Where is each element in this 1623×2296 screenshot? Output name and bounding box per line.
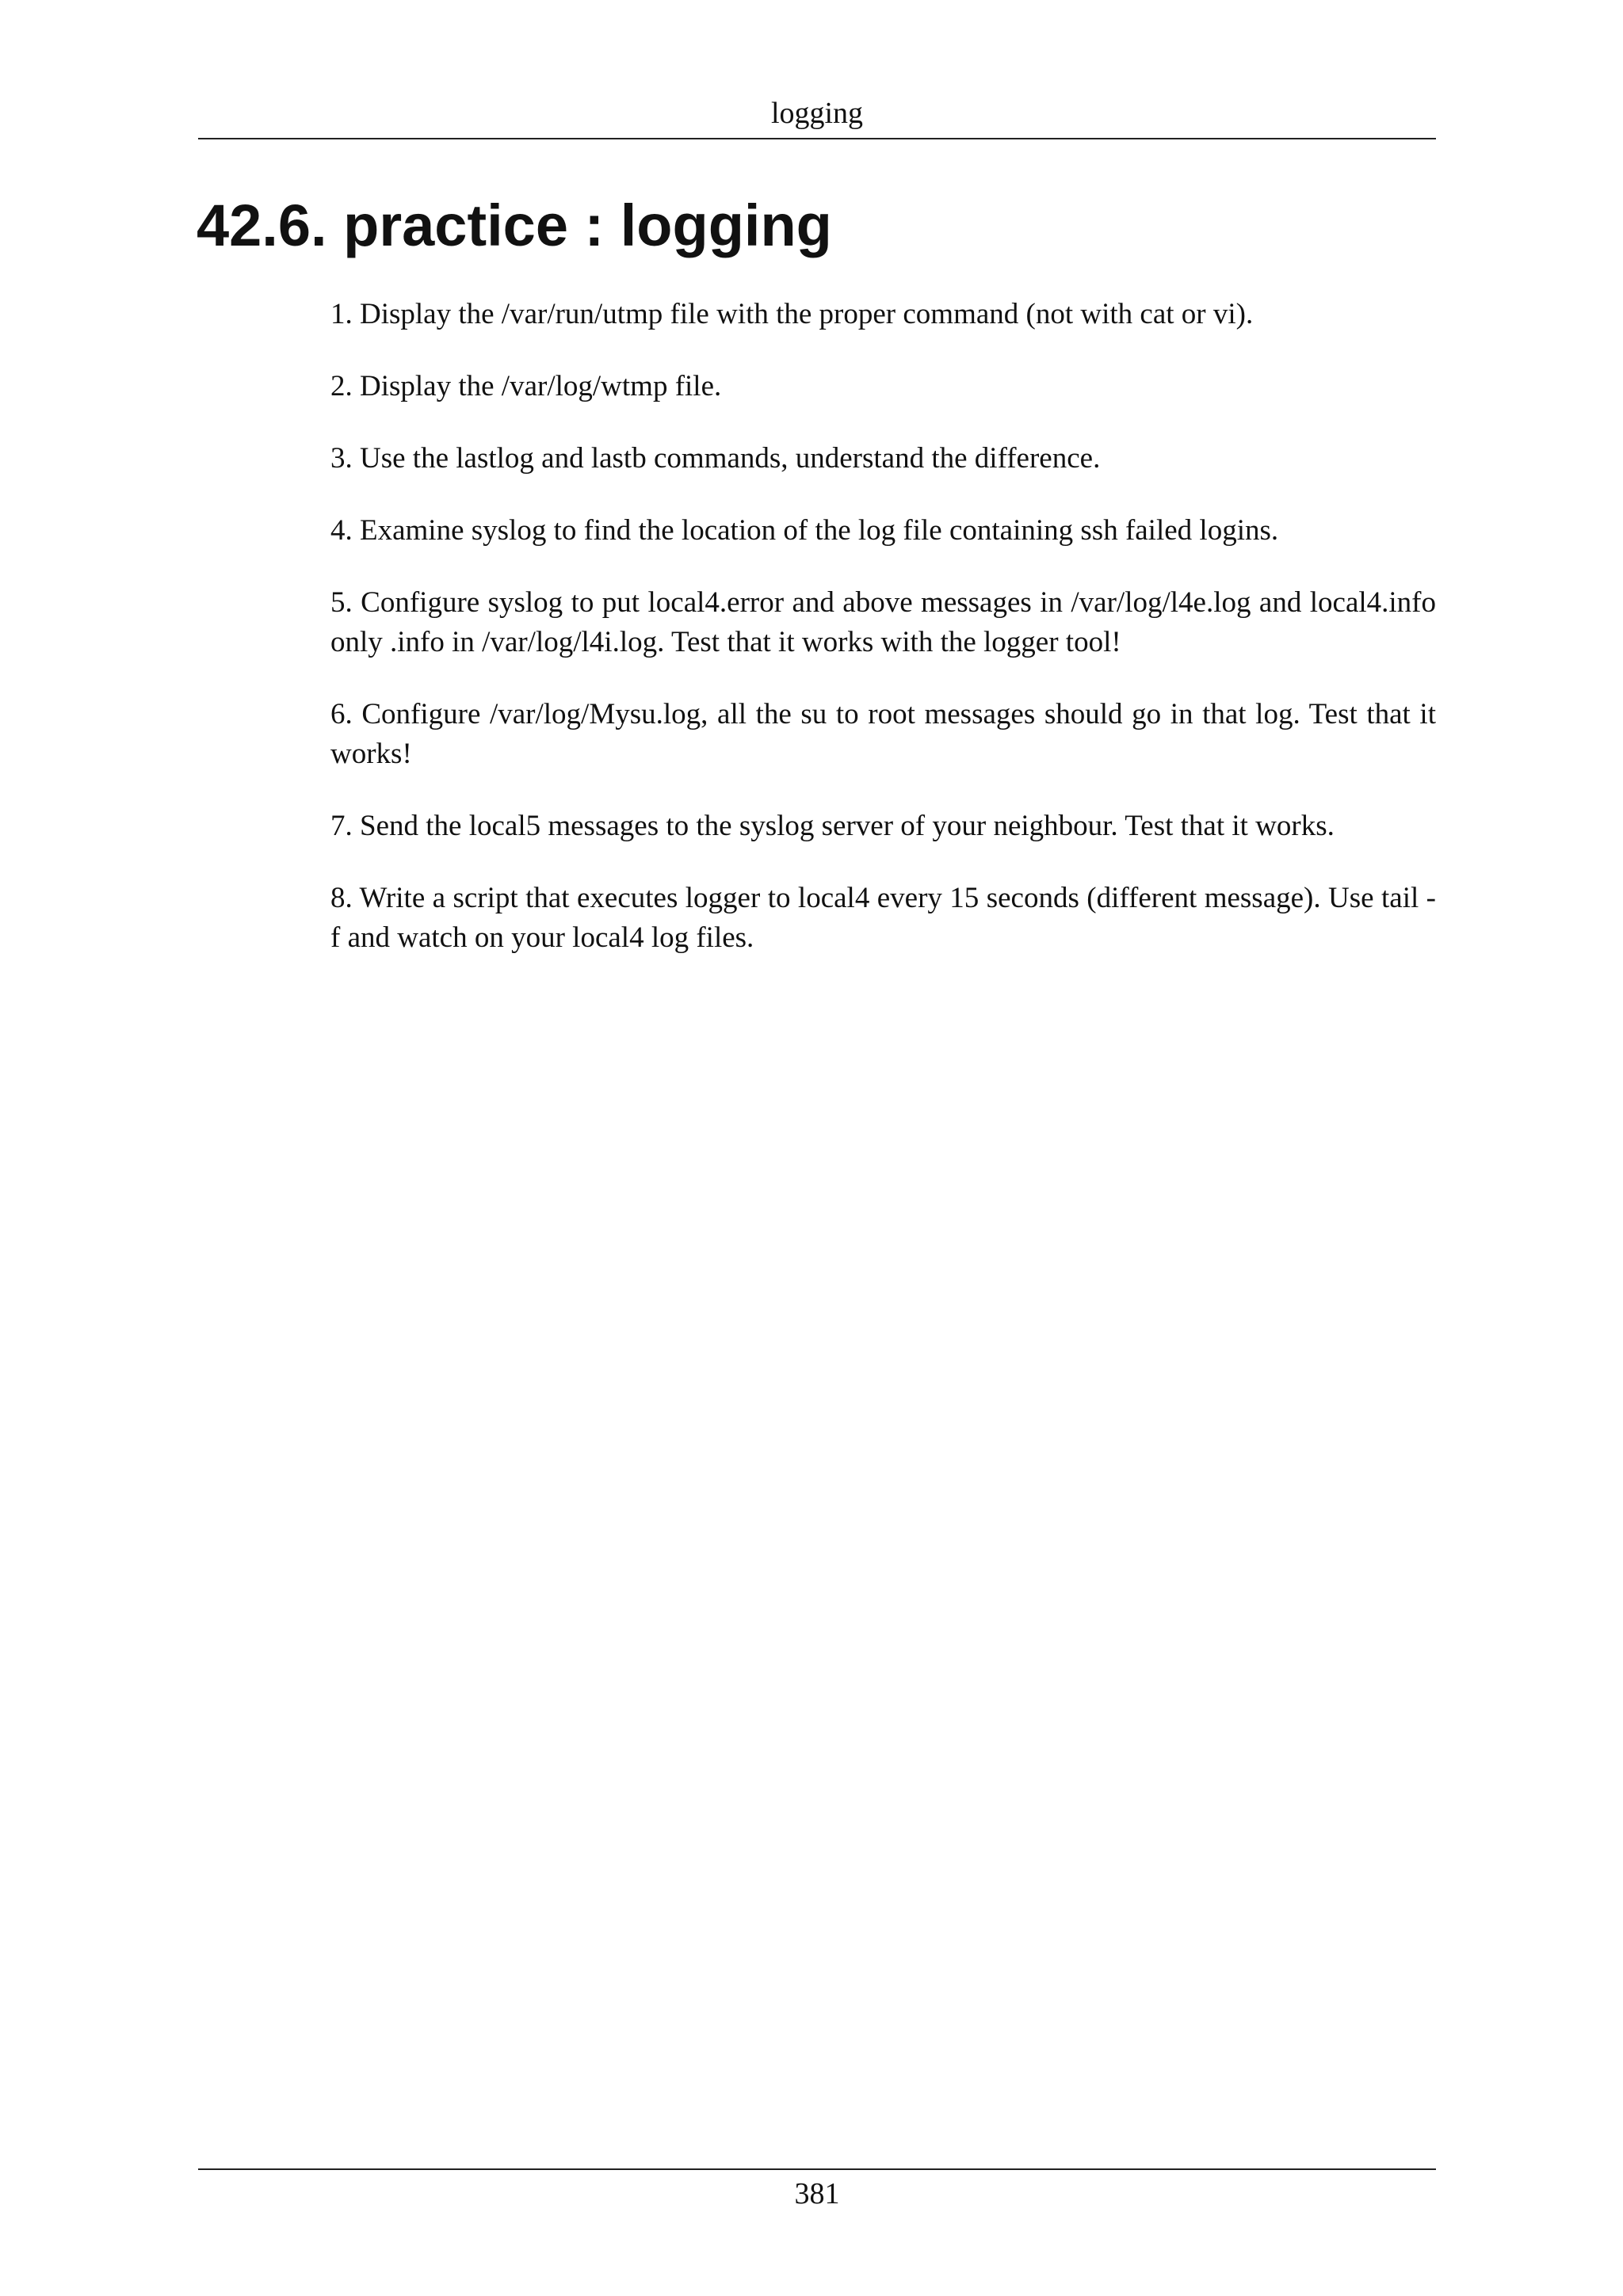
page-header	[198, 93, 1436, 139]
exercise-item-6: 6. Configure /var/log/Mysu.log, all the su to root messages should go in that log. Test that it works!	[330, 698, 1436, 770]
exercise-item-8: 8. Write a script that executes logger to local4 every 15 seconds (different message). Use tail -f and watch on your local4 log files.	[330, 882, 1436, 954]
exercise-list	[330, 295, 1436, 990]
exercise-item-5: 5. Configure syslog to put local4.error and above messages in /var/log/l4e.log and local4.info only .info in /var/log/l4i.log. Test that it works with the logger tool!	[330, 586, 1436, 658]
exercise-item-3: 3. Use the lastlog and lastb commands, understand the difference.	[330, 442, 1101, 475]
exercise-item-2: 2. Display the /var/log/wtmp file.	[330, 370, 722, 402]
exercise-item-4: 4. Examine syslog to find the location of the log file containing ssh failed logins.	[330, 514, 1279, 547]
exercise-item-1: 1. Display the /var/run/utmp file with the proper command (not with cat or vi).	[330, 298, 1254, 330]
section-title: 42.6. practice : logging	[197, 193, 832, 258]
page-footer	[198, 2168, 1436, 2216]
running-title: logging	[770, 97, 864, 130]
exercise-item-7: 7. Send the local5 messages to the syslog server of your neighbour. Test that it works.	[330, 810, 1335, 842]
page-number: 381	[794, 2177, 840, 2210]
